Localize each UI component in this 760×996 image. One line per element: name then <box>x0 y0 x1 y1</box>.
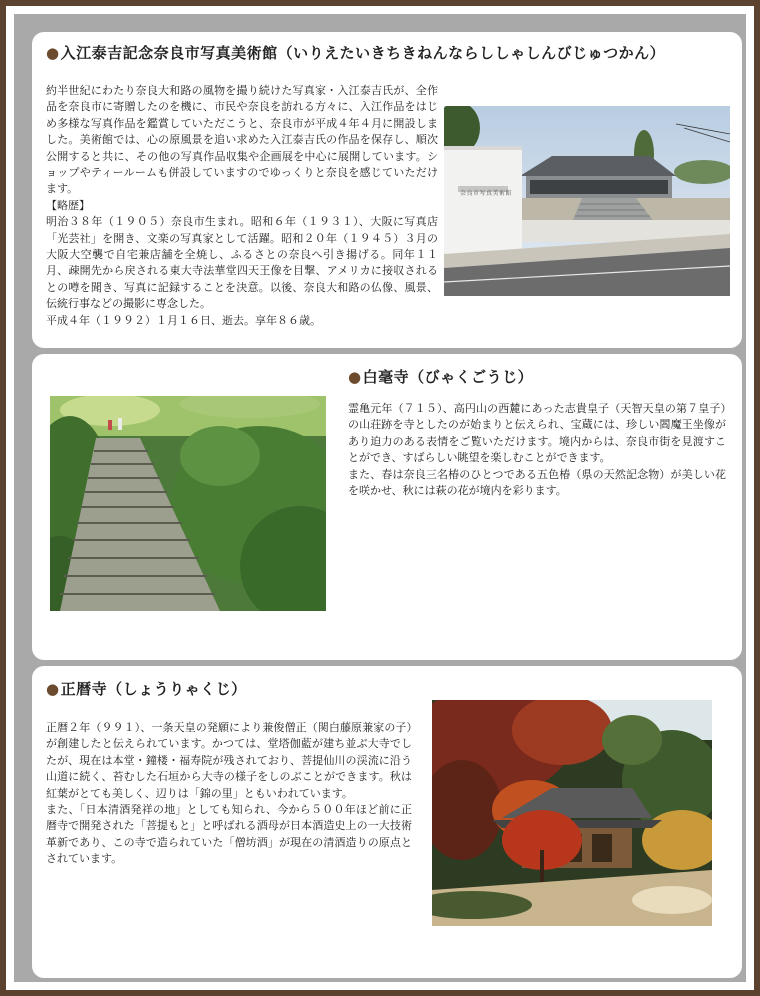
shoryakuji-section-title: ●正暦寺（しょうりゃくじ） <box>46 680 247 698</box>
paragraph: 【略歴】 <box>46 198 90 212</box>
museum-section-title: ●入江泰吉記念奈良市写真美術館（いりえたいきちきねんならししゃしんびじゅつかん） <box>46 44 666 62</box>
paragraph: また、春は奈良三名椿のひとつである五色椿（県の天然記念物）が美しい花を咲かせ、秋には萩の花が境内を彩ります。 <box>348 467 726 498</box>
shoryakuji-section <box>32 666 742 978</box>
museum-section-body <box>46 83 438 329</box>
bullet-icon: ● <box>46 680 60 698</box>
museum-photo <box>444 106 730 296</box>
shoryakuji-autumn-temple-photo <box>432 700 712 926</box>
bullet-icon: ● <box>46 44 60 62</box>
museum-sign-text: 奈良市写真美術館 <box>460 190 513 197</box>
byakugoji-section-body <box>348 401 726 499</box>
byakugoji-section-title: ●白毫寺（びゃくごうじ） <box>348 368 534 386</box>
bullet-icon: ● <box>348 368 362 386</box>
paragraph: また、「日本清酒発祥の地」としても知られ、今から５００年ほど前に正暦寺で開発された「菩提もと」と呼ばれる酒母が日本酒造史上の一大技術革新であり、この寺で造られていた「僧坊酒」が現在の清酒造りの原点とされています。 <box>46 803 412 866</box>
shoryakuji-section-body <box>46 720 412 868</box>
paragraph: 霊亀元年（７１５）、高円山の西麓にあった志貴皇子（天智天皇の第７皇子）の山荘跡を寺としたのが始まりと伝えられ、宝蔵には、珍しい閻魔王坐像があり迫力のある表情をご覧いただけます。境内からは、奈良市街を見渡すことができ、すばらしい眺望を楽しむことができます。 <box>348 402 726 465</box>
byakugoji-section <box>32 354 742 660</box>
paragraph: 正暦２年（９９１）、一条天皇の発願により兼俊僧正（関白藤原兼家の子）が創建したと伝えられています。かつては、堂塔伽藍が建ち並ぶ大寺でしたが、現在は本堂・鐘楼・福寿院が残されており、菩提仙川の渓流に沿う山道に続く、苔むした石垣から大寺の様子をしのぶことができます。秋は紅葉がとても美しく、辺りは「錦の里」ともいわれています。 <box>46 721 412 800</box>
museum-section <box>32 32 742 348</box>
byakugoji-stone-steps-photo <box>50 396 326 611</box>
paragraph: 平成４年（１９９２）１月１６日、逝去。享年８６歳。 <box>46 313 321 327</box>
paragraph: 明治３８年（１９０５）奈良市生まれ。昭和６年（１９３１）、大阪に写真店「光芸社」を開き、文楽の写真家として活躍。昭和２０年（１９４５）３月の大阪大空襲で自宅兼店舗を全焼し、ふるさとの奈良へ引き揚げる。同年１１月、疎開先から戻される東大寺法華堂四天王像を目撃、アメリカに接収されるとの噂を聞き、写真に記録することを決意。以後、奈良大和路の仏像、風景、伝統行事などの撮影に専念した。 <box>46 215 438 311</box>
paragraph: 約半世紀にわたり奈良大和路の風物を撮り続けた写真家・入江泰吉氏が、全作品を奈良市に寄贈したのを機に、市民や奈良を訪れる方々に、入江作品をはじめ多様な写真作品を鑑賞していただこうと、奈良市が平成４年４月に開設しました。美術館では、心の原風景を追い求めた入江泰吉氏の作品を保存し、順次公開すると共に、その他の写真作品収集や企画展を中心に展開しています。ショップやティールームも併設していますのでゆっくりと奈良を感じていただけます。 <box>46 84 438 196</box>
page-background <box>14 14 746 982</box>
